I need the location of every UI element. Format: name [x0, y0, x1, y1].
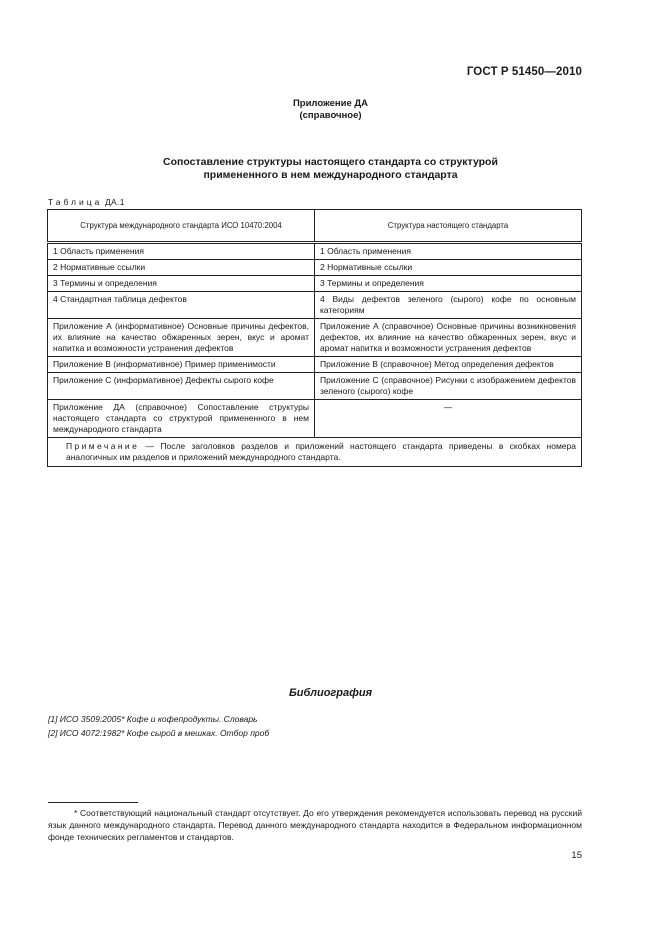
table-row — [48, 292, 582, 319]
appendix-name: Приложение ДА — [292, 98, 369, 109]
comparison-table — [47, 209, 582, 467]
appendix-type: (справочное) — [299, 110, 362, 121]
footnote: * Соответствующий национальный стандарт отсутствует. До его утверждения рекомендуется использовать перевод на русский язык данного международного стандарта. Перевод данного международного стандарта находится в Федеральном информационном фонде технических регламентов и стандартов. — [48, 808, 582, 842]
cell-international: 4 Стандартная таблица дефектов — [48, 292, 315, 319]
page-number: 15 — [571, 850, 582, 861]
table-row — [48, 260, 582, 276]
table-row — [48, 276, 582, 292]
cell-national: Приложение А (справочное) Основные причины возникновения дефектов, их влияние на качество обжаренных зерен, вкус и аромат напитка и возможности устранения дефектов — [315, 319, 582, 357]
table-note-row — [48, 438, 582, 467]
cell-international: Приложение В (информативное) Пример применимости — [48, 357, 315, 373]
cell-national: — — [315, 400, 582, 438]
table-label-number: ДА.1 — [105, 197, 125, 207]
cell-international: Приложение С (информативное) Дефекты сырого кофе — [48, 373, 315, 400]
table-row — [48, 400, 582, 438]
cell-international: Приложение А (информативное) Основные причины дефектов, их влияние на качество обжаренных зерен, вкус и аромат напитка и возможности устранения дефектов — [48, 319, 315, 357]
table-row — [48, 319, 582, 357]
section-title — [0, 156, 661, 182]
cell-international: 3 Термины и определения — [48, 276, 315, 292]
table-row — [48, 243, 582, 260]
bibliography-item: [2] ИСО 4072:1982* Кофе сырой в мешках. Отбор проб — [48, 728, 270, 738]
cell-national: 3 Термины и определения — [315, 276, 582, 292]
table-row — [48, 357, 582, 373]
note-prefix: Примечание — [66, 441, 140, 451]
bibliography-item: [1] ИСО 3509:2005* Кофе и кофепродукты. Словарь — [48, 714, 258, 724]
cell-international: 2 Нормативные ссылки — [48, 260, 315, 276]
cell-international: Приложение ДА (справочное) Сопоставление структуры настоящего стандарта со структурой примененного в нем международного стандарта — [48, 400, 315, 438]
section-title-line-2: примененного в нем международного стандарта — [203, 169, 458, 181]
table-note — [48, 438, 582, 467]
header-international-standard: Структура международного стандарта ИСО 10470:2004 — [48, 210, 315, 243]
note-text: — После заголовков разделов и приложений настоящего стандарта приведены в скобках номера аналогичных им разделов и приложений международного стандарта. — [66, 441, 576, 462]
cell-national: Приложение С (справочное) Рисунки с изображением дефектов зеленого (сырого) кофе — [315, 373, 582, 400]
table-label — [48, 197, 125, 207]
table-label-word: Таблица — [48, 197, 103, 207]
cell-international: 1 Область применения — [48, 243, 315, 260]
appendix-title — [0, 98, 661, 122]
cell-national: 4 Виды дефектов зеленого (сырого) кофе по основным категориям — [315, 292, 582, 319]
footnote-divider — [48, 802, 138, 803]
table-row — [48, 373, 582, 400]
bibliography-title: Библиография — [288, 687, 373, 699]
cell-national: 1 Область применения — [315, 243, 582, 260]
table-header-row — [48, 210, 582, 243]
cell-national: Приложение В (справочное) Метод определения дефектов — [315, 357, 582, 373]
cell-national: 2 Нормативные ссылки — [315, 260, 582, 276]
section-title-line-1: Сопоставление структуры настоящего стандарта со структурой — [163, 156, 498, 168]
document-code: ГОСТ Р 51450—2010 — [466, 66, 582, 78]
header-this-standard: Структура настоящего стандарта — [315, 210, 582, 243]
